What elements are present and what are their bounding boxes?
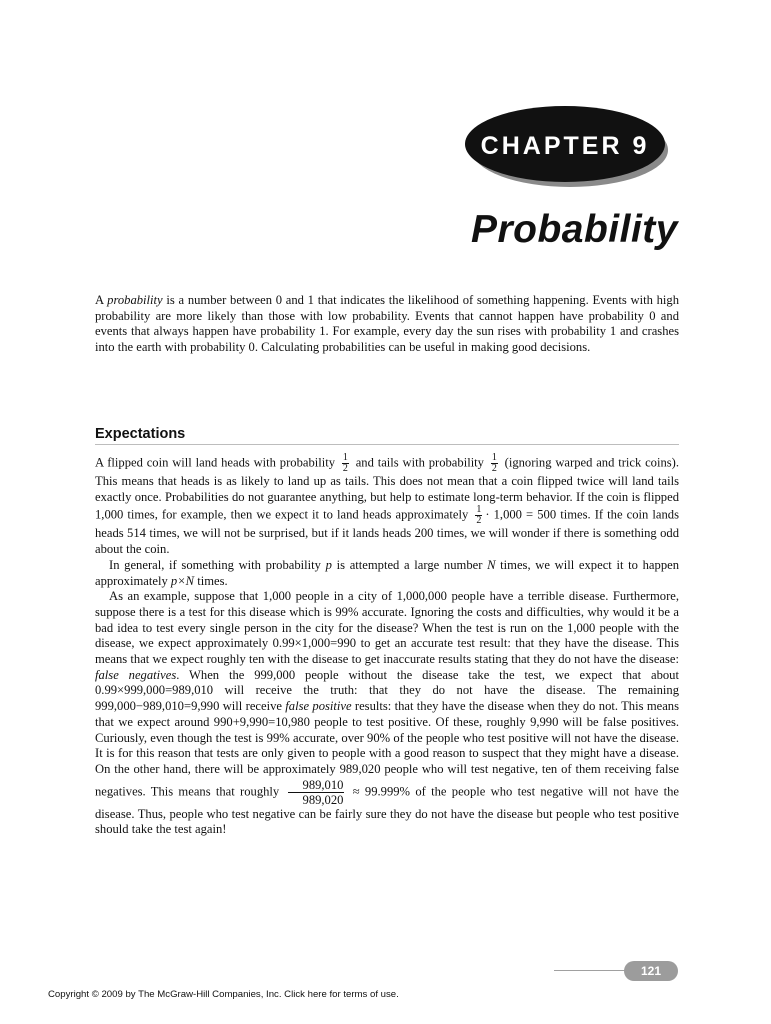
fraction-negative-ratio <box>288 778 345 807</box>
section-body <box>95 453 679 838</box>
intro-text-after: is a number between 0 and 1 that indicates the likelihood of something happening. Events with high probability are more likely than those with low probability. Events that cannot happen have probability 0 and events that always happen have probability 1. For example, every day the sun rises with probability 1 and crashes into the earth with probability 0. Calculating probabilities can be useful in making good decisions. <box>95 293 679 355</box>
paragraph-disease-example <box>95 589 679 838</box>
paragraph-general <box>95 558 679 589</box>
p3-text-a: As an example, suppose that 1,000 people in a city of 1,000,000 people have a terrible disease. Furthermore, suppose there is a test for this disease which is 99% accurate. Ignoring the costs and difficulties, why would it be a bad idea to test every single person in the city for the disease? When the test is run on the 1,000 people with the disease, we expect approximately 0.99×1,000=990 to get an accurate test result: that they have the disease. This means that we expect roughly ten with the disease to get inaccurate results stating that they do not have the disease: <box>95 589 679 667</box>
fraction-denominator: 2 <box>476 515 482 527</box>
fraction-denominator: 2 <box>342 463 348 474</box>
fraction-one-half <box>342 453 349 474</box>
fraction-numerator: 1 <box>476 504 482 516</box>
p1-text-b: and tails with probability <box>355 455 484 470</box>
page-number: 121 <box>624 961 678 981</box>
fraction-numerator: 1 <box>342 452 348 463</box>
p2-text-b: is attempted a large number <box>331 557 488 572</box>
fraction-numerator: 989,010 <box>288 778 345 793</box>
p2-expr-pn: p×N <box>170 573 195 588</box>
p1-text-c: (ignoring warped and trick coins). This means that heads is as likely to land up as tails. This does not mean that a coin flipped twice will land tails exactly once. Probabilities do not guarantee anything, but help to estimate long-term behavior. If the coin is flipped 1,000 times, for example, then we expect it to land heads approximately <box>95 455 680 522</box>
fraction-one-half <box>491 453 498 474</box>
term-false-negatives: false negatives <box>95 667 177 682</box>
p2-var-p: p <box>325 557 332 572</box>
p2-text-d: times. <box>194 573 228 588</box>
p3-text-d: ≈ 99.999% of the people who test negative will not have the disease. Thus, people who test negative can be fairly sure they do not have the disease but people who test positive should take the test again! <box>95 784 679 837</box>
chapter-title: Probability <box>470 208 678 251</box>
fraction-denominator: 989,020 <box>302 792 344 807</box>
p2-text-a: In general, if something with probability <box>109 557 326 572</box>
paragraph-coin <box>95 453 679 558</box>
fraction-one-half <box>475 505 482 526</box>
chapter-badge <box>459 103 671 189</box>
copyright-link[interactable]: Copyright © 2009 by The McGraw-Hill Companies, Inc. Click here for terms of use. <box>48 989 399 1000</box>
section-heading: Expectations <box>95 426 679 445</box>
p3-text-b: . When the 999,000 people without the disease take the test, we expect that about 0.99×999,000=989,010 will receive the truth: that they do not have the disease. The remaining 999,000−989,010=9,990 will receive <box>95 667 679 714</box>
p2-var-n: N <box>487 557 496 572</box>
p2-text-c: times, we will expect it to happen approximately <box>95 557 679 588</box>
page-number-rule <box>554 970 632 971</box>
chapter-label: CHAPTER 9 <box>480 132 650 160</box>
p3-text-c: results: that they have the disease when they do not. This means that we expect around 990+9,990=10,980 people to test positive. Of these, roughly 9,990 will be false positives. Curiously, even though the test is 99% accurate, over 90% of the people who test positive will not have the disease. It is for this reason that tests are only given to people with a good reason to suspect that they might have a disease. On the other hand, there will be approximately 989,020 people who will test negative, ten of them receiving false negatives. This means that roughly <box>95 699 679 799</box>
intro-term: probability <box>107 293 163 307</box>
fraction-numerator: 1 <box>491 452 497 463</box>
intro-paragraph <box>95 293 679 356</box>
p1-text-a: A flipped coin will land heads with probability <box>95 455 336 470</box>
p1-text-d: · 1,000 = 500 times. If the coin lands heads 514 times, we will not be surprised, but if it lands heads 200 times, we will wonder if there is something odd about the coin. <box>95 507 679 557</box>
fraction-denominator: 2 <box>491 463 497 474</box>
intro-text-before: A <box>95 293 108 307</box>
term-false-positive: false positive <box>285 699 352 714</box>
